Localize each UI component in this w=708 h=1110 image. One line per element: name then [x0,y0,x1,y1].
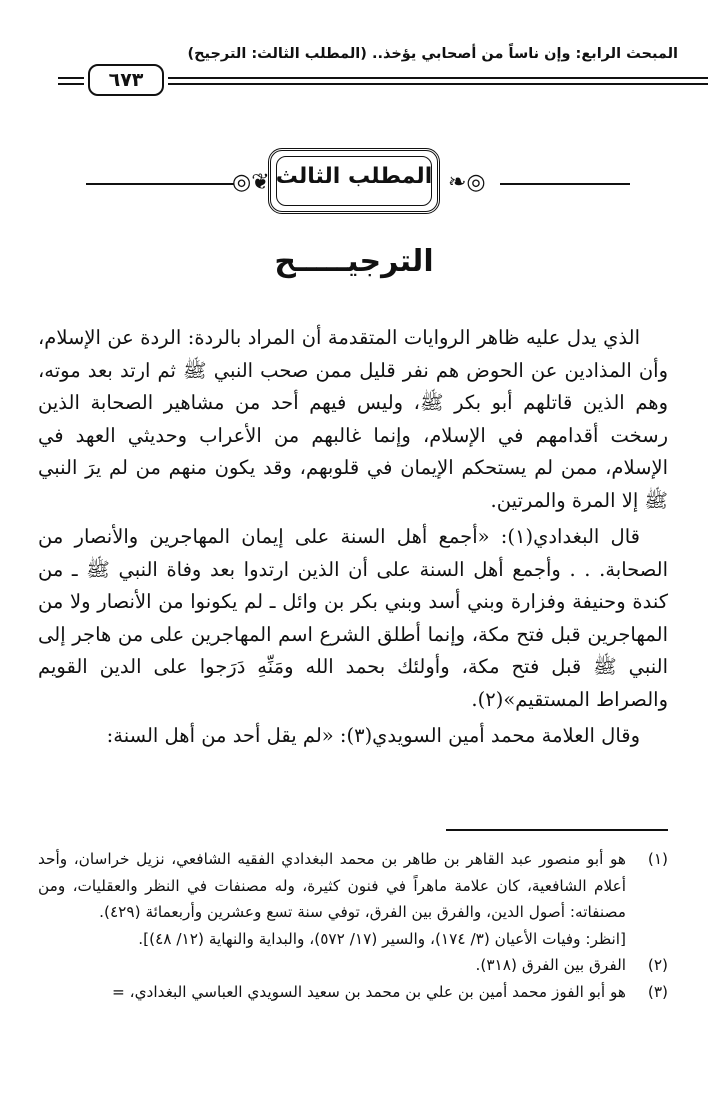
section-title: المطلب الثالث [275,164,433,189]
running-header: المبحث الرابع: وإن ناساً من أصحابي يؤخذ.. (المطلب الثالث: الترجيح) [187,46,678,62]
footnote-number: (١) [647,850,668,868]
footnote-number: (٣) [647,982,668,1001]
footnote-text: الفرق بين الفرق (٣١٨). [475,956,626,974]
paragraph: قال البغدادي(١): «أجمع أهل السنة على إيمان المهاجرين والأنصار من الصحابة. . . وأجمع أهل السنة على أن الذين ارتدوا بعد وفاة النبي ﷺ ـ من كندة وحنيفة وفزارة وبني أسد وبني بكر بن وائل ـ لم يكونوا من الأنصار ولا من المهاجرين قبل فتح مكة، وإنما أطلق الشرع اسم المهاجرين على من هاجر إلى النبي ﷺ قبل فتح مكة، وأولئك بحمد الله ومَنِّهِ دَرَجوا على الدين القويم والصراط المستقيم»(٢). [38,525,668,711]
header-rule-left-2 [58,83,84,85]
footnote [38,979,668,1006]
footnote-divider [446,829,668,831]
header-rule-right-2 [168,83,708,85]
ornament-rule-left [86,183,234,185]
footnote [38,846,668,952]
section-subtitle: الترجيـــــح [274,244,434,279]
footnote [38,952,668,979]
ornament-right-icon: ◎❧ [448,170,486,195]
footnote-number: (٢) [647,956,668,974]
footnotes [38,846,668,1005]
header-rule-right [168,77,708,79]
footnote-text: هو أبو منصور عبد القاهر بن طاهر بن محمد البغدادي الفقيه الشافعي، نزيل خراسان، وأحد أعلام الشافعية، كان علامة ماهراً في فنون كثيرة، وله مصنفات في النظر والعقليات، ومن مصنفاته: أصول الدين، والفرق بين الفرق، توفي سنة تسع وعشرين وأربعمائة (٤٢٩). [38,850,626,921]
paragraph: وقال العلامة محمد أمين السويدي(٣): «لم يقل أحد من أهل السنة: [106,724,640,747]
ornament-left-icon: ❦◎ [232,170,270,195]
header-rule-left [58,77,84,79]
footnote-text: هو أبو الفوز محمد أمين بن علي بن محمد بن سعيد السويدي العباسي البغدادي، = [111,982,626,1001]
ornament-rule-right [500,183,630,185]
page-number-band [58,64,198,98]
page-number: ٦٧٣ [88,64,164,96]
body-text [38,322,668,757]
paragraph: الذي يدل عليه ظاهر الروايات المتقدمة أن المراد بالردة: الردة عن الإسلام، وأن المذادين عن الحوض هم نفر قليل ممن صحب النبي ﷺ ثم ارتد بعد موته، وهم الذين قاتلهم أبو بكر ﷺ، وليس فيهم أحد من مشاهير الصحابة الذين رسخت أقدامهم في الإسلام، وإنما غالبهم من الأعراب وحديثي العهد في الإسلام، ممن لم يستحكم الإيمان في قلوبهم، وقد يكون منهم من لم يرَ النبي ﷺ إلا المرة والمرتين. [38,326,668,512]
footnote-text: [انظر: وفيات الأعيان (٣/ ١٧٤)، والسير (١٧/ ٥٧٢)، والبداية والنهاية (١٢/ ٤٨)]. [138,929,626,948]
